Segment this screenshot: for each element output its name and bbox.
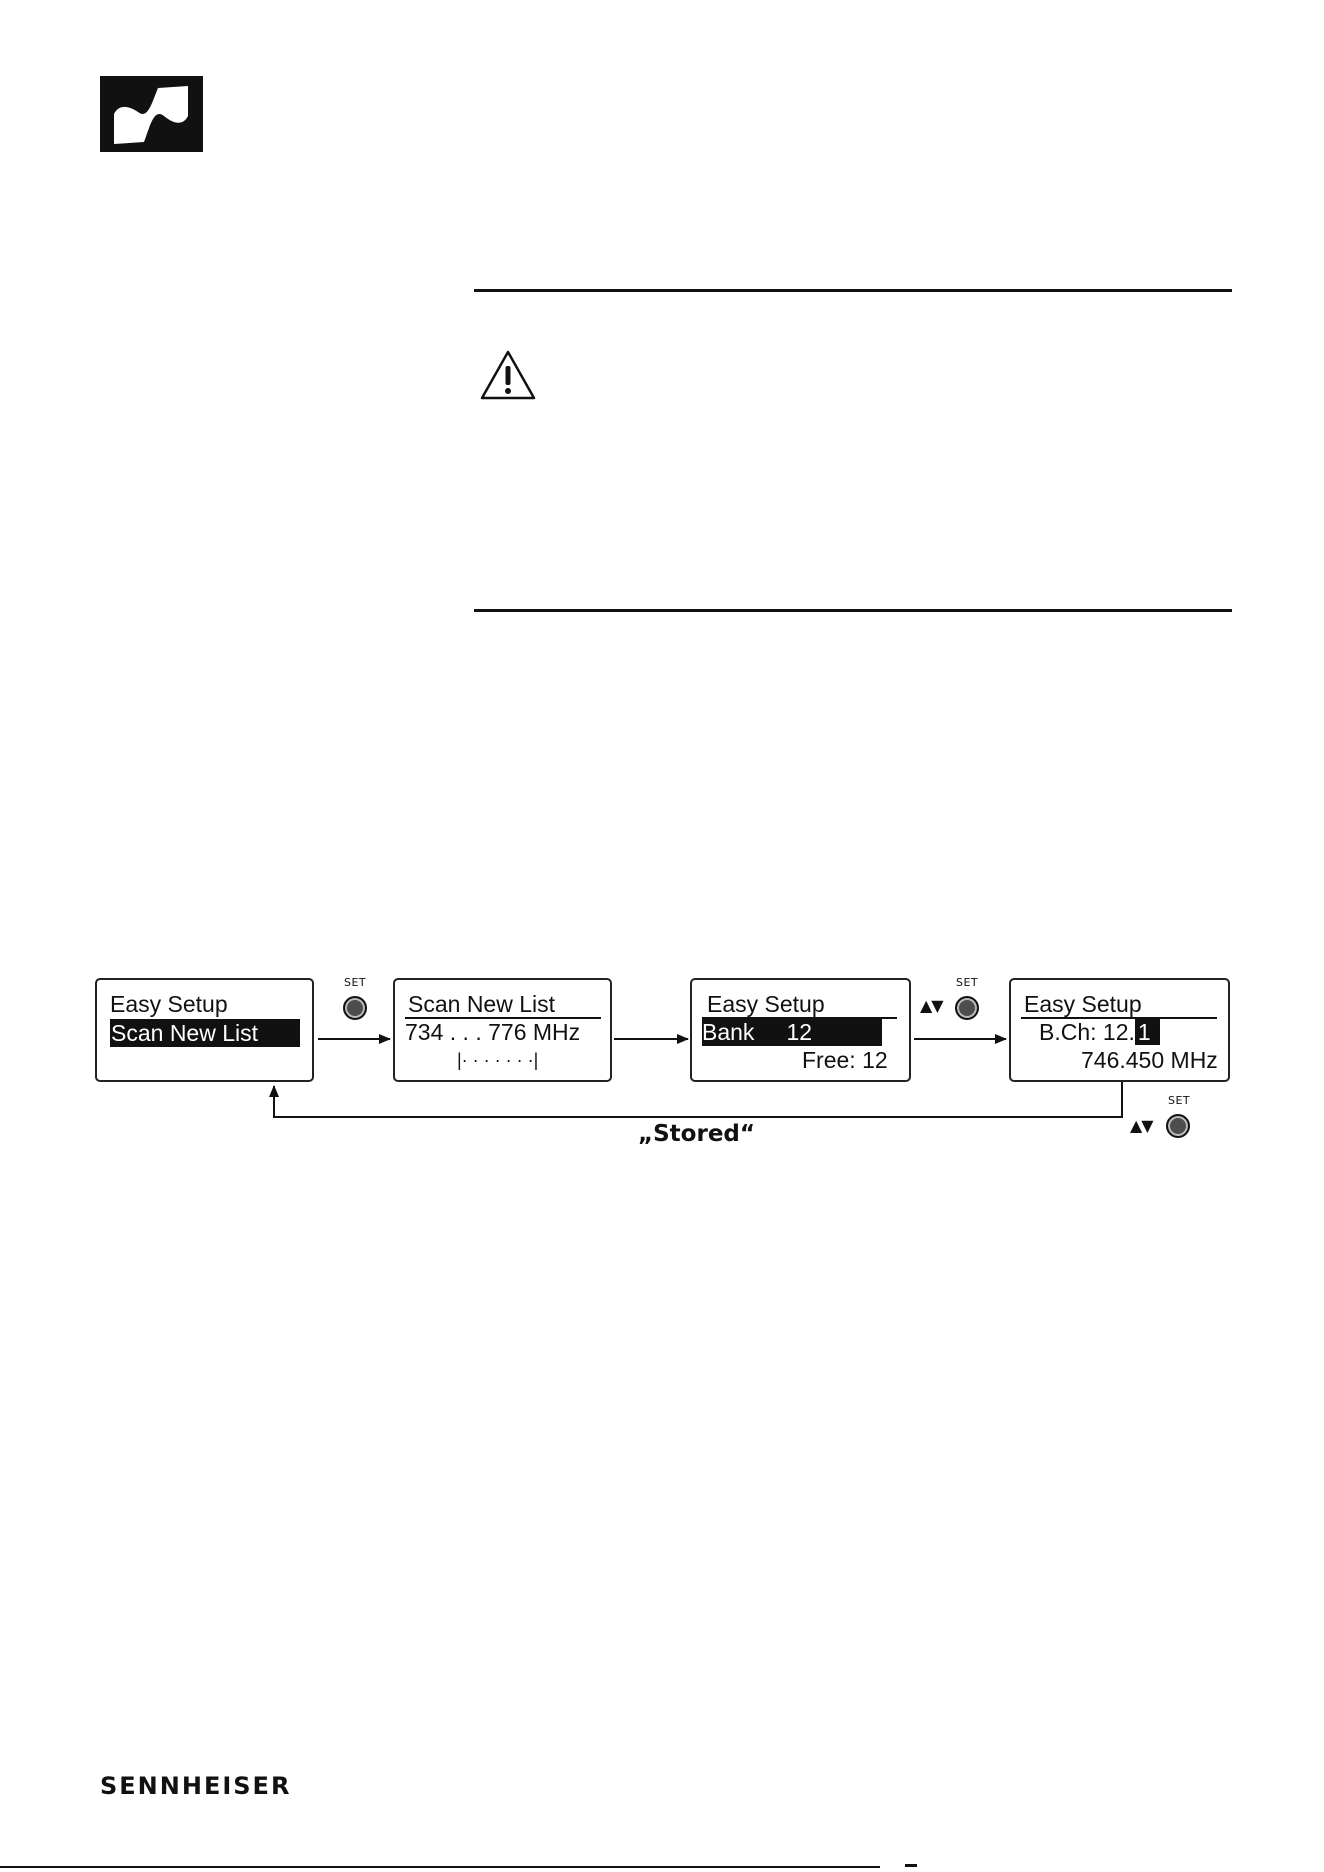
up-down-arrows-icon: ▲▼ (1130, 1116, 1153, 1135)
stored-return-label: „Stored“ (638, 1121, 755, 1147)
lcd-screen-channel-select (1009, 978, 1230, 1082)
lcd-line-title: Easy Setup (110, 991, 228, 1017)
lcd-screen-bank-select (690, 978, 911, 1082)
footer-rule (0, 1866, 880, 1868)
channel-cursor: 1 (1135, 1019, 1160, 1045)
up-down-arrows-icon: ▲▼ (920, 996, 943, 1015)
bank-value: 12 (786, 1019, 813, 1045)
sennheiser-wordmark: SENNHEISER (100, 1772, 292, 1800)
lcd-line-channel (1039, 1018, 1160, 1046)
section-rule-top (474, 289, 1232, 292)
sennheiser-logo-icon (100, 76, 203, 152)
set-button-step-1 (340, 976, 370, 1026)
set-label: SET (344, 976, 367, 989)
warning-triangle-icon (479, 349, 537, 401)
set-label: SET (1168, 1094, 1191, 1107)
lcd-line-bank-selected (702, 1018, 882, 1046)
lcd-line-title: Easy Setup (707, 991, 825, 1017)
lcd-line-frequency: 746.450 MHz (1081, 1047, 1218, 1073)
section-rule-bottom (474, 609, 1232, 612)
set-button-icon (1166, 1114, 1190, 1138)
set-button-icon (955, 996, 979, 1020)
lcd-line-free-count: Free: 12 (802, 1047, 888, 1073)
set-label: SET (956, 976, 979, 989)
adjust-set-button-return (1130, 1094, 1202, 1150)
lcd-line-title: Easy Setup (1024, 991, 1142, 1017)
set-button-icon (343, 996, 367, 1020)
lcd-screen-easy-setup (95, 978, 314, 1082)
channel-prefix: B.Ch: 12. (1039, 1019, 1135, 1045)
bank-label: Bank (702, 1019, 755, 1045)
lcd-line-progress: |· · · · · · ·| (457, 1050, 539, 1070)
lcd-screen-scan-new-list (393, 978, 612, 1082)
lcd-line-frequency-range: 734 . . . 776 MHz (405, 1019, 581, 1045)
adjust-set-button-step-3 (918, 976, 988, 1026)
lcd-line-title: Scan New List (408, 991, 556, 1017)
return-arrow (274, 1082, 1122, 1117)
lcd-line-selected-item: Scan New List (110, 1019, 300, 1047)
footer-tick (905, 1864, 917, 1867)
